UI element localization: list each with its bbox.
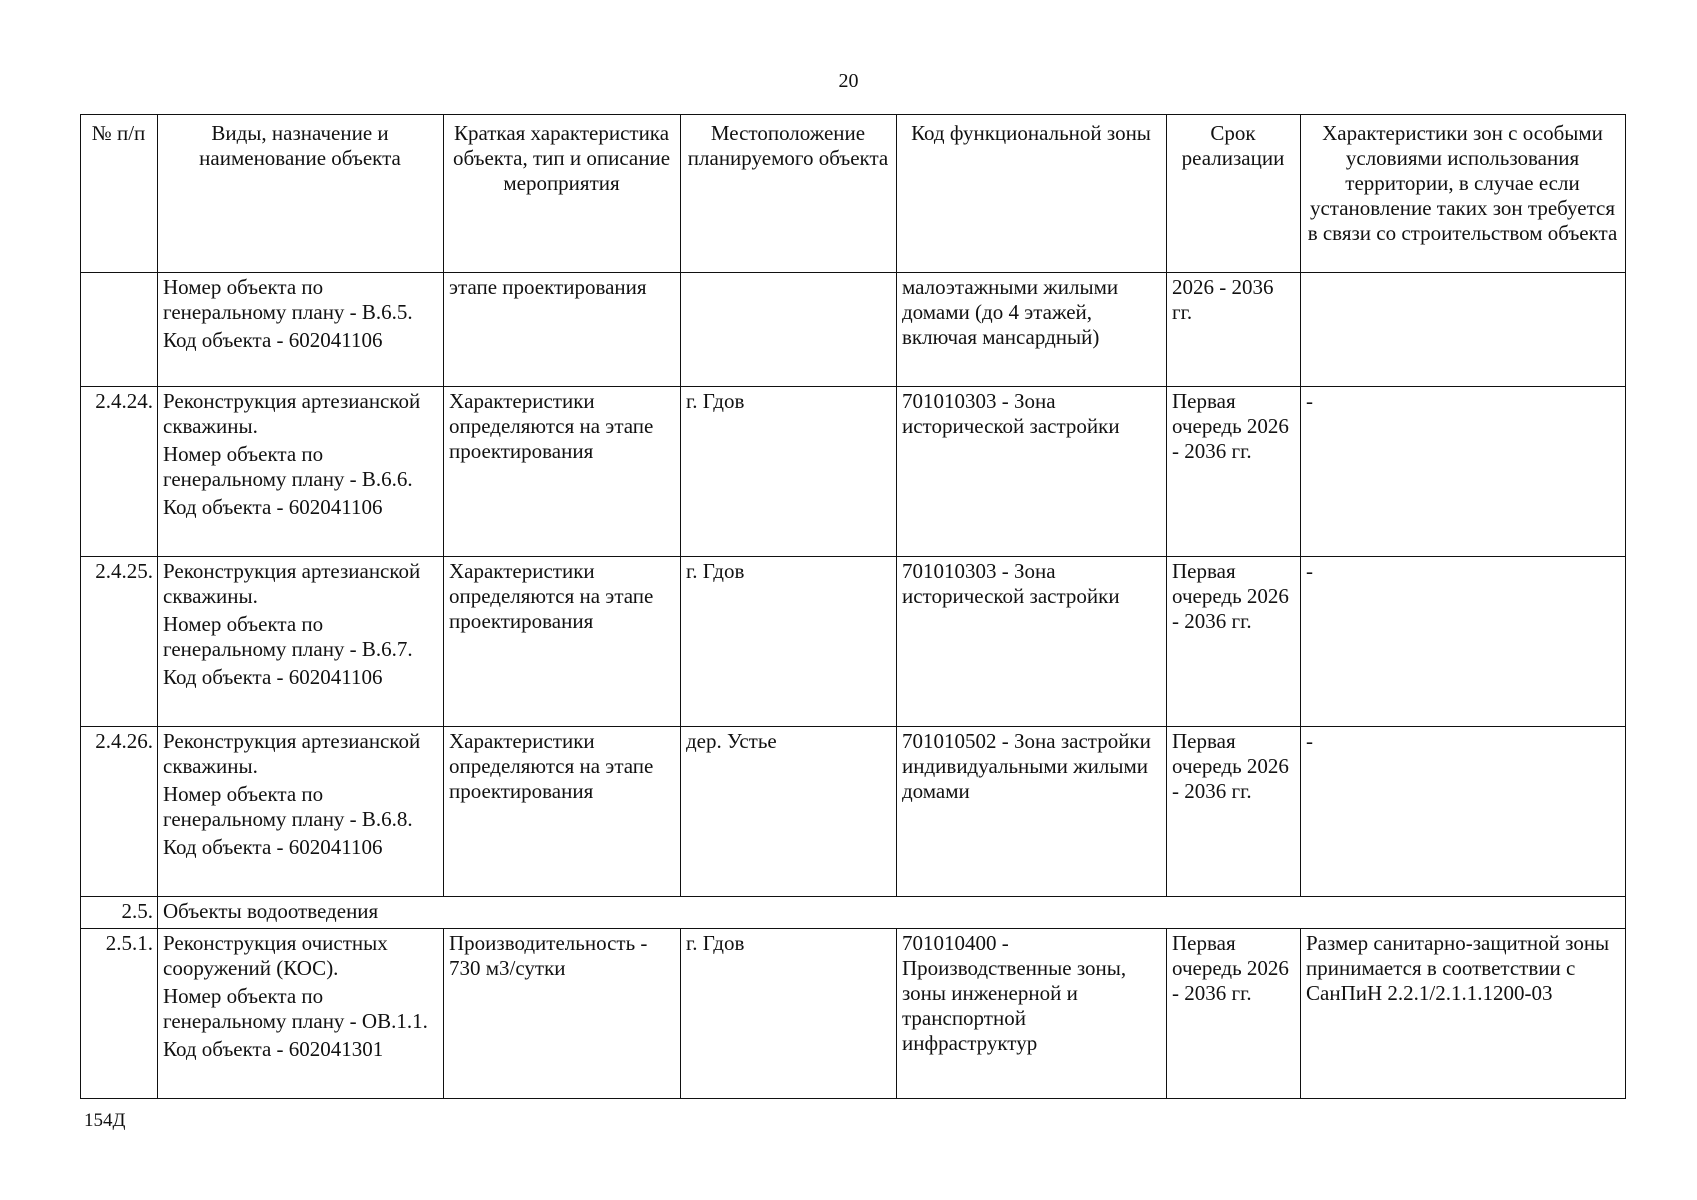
object-name-cell: [158, 727, 444, 897]
header-special-zones: Характеристики зон с особыми условиями использования территории, в случае если установление таких зон требуется в связи со строительством объекта: [1301, 115, 1626, 273]
table-row: [81, 929, 1626, 1099]
zone-cell: 701010502 - Зона застройки индивидуальными жилыми домами: [897, 727, 1167, 897]
location-cell: [681, 273, 897, 387]
row-number: [81, 273, 158, 387]
term-cell: Первая очередь 2026 - 2036 гг.: [1167, 727, 1301, 897]
location-cell: г. Гдов: [681, 929, 897, 1099]
object-plan-number: Номер объекта по генеральному плану - В.6.5.: [163, 275, 413, 324]
header-zone-code: Код функциональной зоны: [897, 115, 1167, 273]
special-cell: -: [1301, 557, 1626, 727]
zone-cell: 701010303 - Зона исторической застройки: [897, 387, 1167, 557]
header-location: Местоположение планируемого объекта: [681, 115, 897, 273]
section-number: 2.5.: [81, 897, 158, 929]
header-description: Краткая характеристика объекта, тип и описание мероприятия: [444, 115, 681, 273]
header-term: Срок реализации: [1167, 115, 1301, 273]
location-cell: дер. Устье: [681, 727, 897, 897]
special-cell: [1301, 273, 1626, 387]
table-row: [81, 273, 1626, 387]
location-cell: г. Гдов: [681, 557, 897, 727]
table-header-row: [81, 115, 1626, 273]
page-number: 20: [838, 70, 859, 92]
section-title: Объекты водоотведения: [158, 897, 1626, 929]
term-cell: Первая очередь 2026 - 2036 гг.: [1167, 557, 1301, 727]
object-code: Код объекта - 602041301: [163, 1037, 384, 1061]
document-code: 154Д: [84, 1110, 126, 1131]
object-title: Реконструкция артезианской скважины.: [163, 559, 421, 608]
special-cell: Размер санитарно-защитной зоны принимается в соответствии с СанПиН 2.2.1/2.1.1.1200-03: [1301, 929, 1626, 1099]
table-row: [81, 557, 1626, 727]
description-cell: этапе проектирования: [444, 273, 681, 387]
object-name-cell: [158, 929, 444, 1099]
description-cell: Производительность - 730 м3/сутки: [444, 929, 681, 1099]
object-code: Код объекта - 602041106: [163, 665, 383, 689]
description-cell: Характеристики определяются на этапе проектирования: [444, 387, 681, 557]
term-cell: 2026 - 2036 гг.: [1167, 273, 1301, 387]
object-plan-number: Номер объекта по генеральному плану - В.6.6.: [163, 442, 413, 491]
row-number: 2.4.25.: [81, 557, 158, 727]
object-title: Реконструкция артезианской скважины.: [163, 389, 421, 438]
object-plan-number: Номер объекта по генеральному плану - В.6.7.: [163, 612, 413, 661]
description-cell: Характеристики определяются на этапе проектирования: [444, 727, 681, 897]
special-cell: -: [1301, 727, 1626, 897]
table-row: [81, 387, 1626, 557]
zone-cell: 701010303 - Зона исторической застройки: [897, 557, 1167, 727]
object-title: Реконструкция очистных сооружений (КОС).: [163, 931, 388, 980]
description-cell: Характеристики определяются на этапе проектирования: [444, 557, 681, 727]
object-code: Код объекта - 602041106: [163, 328, 383, 352]
object-name-cell: [158, 557, 444, 727]
object-code: Код объекта - 602041106: [163, 495, 383, 519]
section-row: [81, 897, 1626, 929]
term-cell: Первая очередь 2026 - 2036 гг.: [1167, 387, 1301, 557]
term-cell: Первая очередь 2026 - 2036 гг.: [1167, 929, 1301, 1099]
row-number: 2.4.24.: [81, 387, 158, 557]
row-number: 2.5.1.: [81, 929, 158, 1099]
table-row: [81, 727, 1626, 897]
object-name-cell: [158, 273, 444, 387]
location-cell: г. Гдов: [681, 387, 897, 557]
object-title: Реконструкция артезианской скважины.: [163, 729, 421, 778]
object-name-cell: [158, 387, 444, 557]
object-plan-number: Номер объекта по генеральному плану - ОВ.1.1.: [163, 984, 428, 1033]
header-object-name: Виды, назначение и наименование объекта: [158, 115, 444, 273]
zone-cell: малоэтажными жилыми домами (до 4 этажей, включая мансардный): [897, 273, 1167, 387]
special-cell: -: [1301, 387, 1626, 557]
object-plan-number: Номер объекта по генеральному плану - В.6.8.: [163, 782, 413, 831]
planned-objects-table: [80, 114, 1626, 1099]
object-code: Код объекта - 602041106: [163, 835, 383, 859]
header-number: № п/п: [81, 115, 158, 273]
row-number: 2.4.26.: [81, 727, 158, 897]
zone-cell: 701010400 - Производственные зоны, зоны инженерной и транспортной инфраструктур: [897, 929, 1167, 1099]
